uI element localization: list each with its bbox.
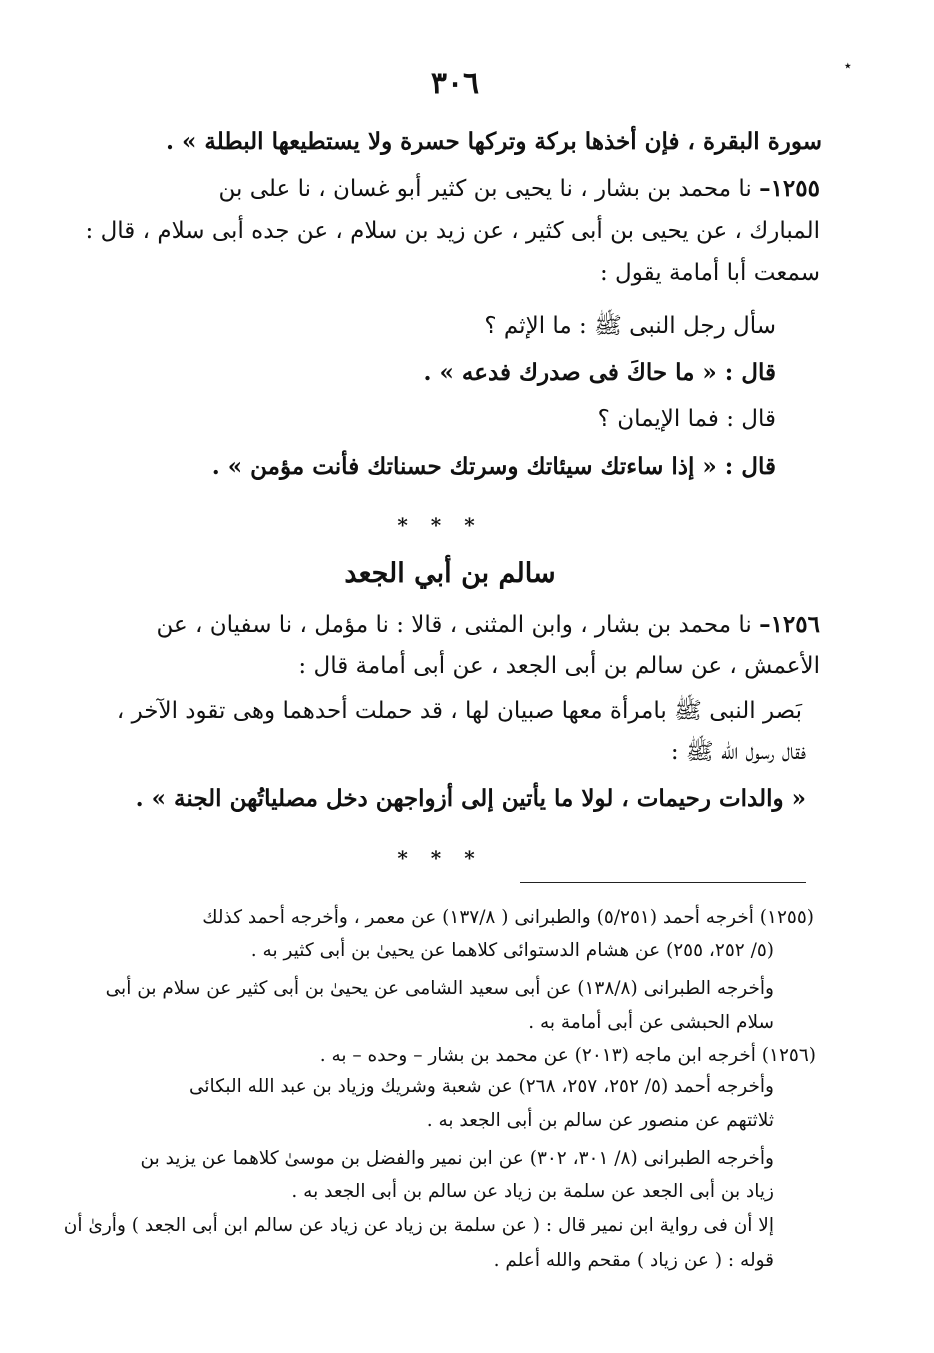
hadith-1256-line-3: بَصر النبى ﷺ بامرأة معها صبيان لها ، قد حملت أحدهما وهى تقود الآخر ،: [116, 698, 802, 724]
footnote-line: ثلاثتهم عن منصور عن سالم بن أبى الجعد به .: [426, 1110, 774, 1131]
footnote-line: (١٢٥٥) أخرجه أحمد (٥/٢٥١) والطبرانى ( ١٣٧/٨) عن معمر ، وأخرجه أحمد كذلك: [202, 907, 814, 928]
hadith-1256-line-1: [156, 611, 820, 640]
answer-2: قال : « إذا ساءتك سيئاتك وسرتك حسناتك فأنت مؤمن » .: [211, 453, 776, 480]
hadith-1255-line-3: سمعت أبا أمامة يقول :: [599, 260, 820, 286]
hadith-1255-line-1: [219, 175, 820, 204]
hadith-1256-line-5: « والدات رحيمات ، لولا ما يأتين إلى أزواجهن دخل مصلياتُهن الجنة » .: [135, 785, 806, 812]
answer-1: قال : « ما حاكَ فى صدرك فدعه » .: [423, 359, 776, 386]
hadith-number: ١٢٥٦–: [759, 611, 820, 638]
hadith-1255-line-2: المبارك ، عن يحيى بن أبى كثير ، عن زيد بن سلام ، عن جده أبى سلام ، قال :: [85, 218, 820, 244]
footnote-line: قوله : ( عن زياد ) مقحم والله أعلم .: [493, 1250, 774, 1271]
question-1: سأل رجل النبى ﷺ : ما الإثم ؟: [484, 313, 776, 339]
footnote-line: إلا أن فى رواية ابن نمير قال : ( عن سلمة بن زياد عن زياد عن سالم ابن أبى الجعد ) وأرىٰ أن: [63, 1215, 774, 1236]
continuation-line: سورة البقرة ، فإن أخذها بركة وتركها حسرة ولا يستطيعها البطلة » .: [166, 128, 822, 155]
question-2: قال : فما الإيمان ؟: [597, 406, 776, 432]
footnote-line: وأخرجه الطبرانى (٨/ ٣٠١، ٣٠٢) عن ابن نمير والفضل بن موسىٰ كلاهما عن يزيد بن: [140, 1148, 774, 1169]
footnote-line: سلام الحبشى عن أبى أمامة به .: [528, 1012, 774, 1033]
footnote-line: زياد بن أبى الجعد عن سلمة بن زياد عن سالم بن أبى الجعد به .: [291, 1181, 774, 1202]
footnote-rule: [520, 882, 806, 883]
footnote-line: (١٢٥٦) أخرجه ابن ماجه (٢٠١٣) عن محمد بن بشار – وحده – به .: [319, 1045, 816, 1066]
footnote-line: (٥/ ٢٥٢، ٢٥٥) عن هشام الدستوائى كلاهما عن يحيىٰ بن أبى كثير به .: [250, 940, 774, 961]
hadith-number: ١٢٥٥–: [759, 175, 820, 202]
section-heading: سالم بن أبي الجعد: [344, 558, 556, 589]
hadith-1256-line-2: الأعمش ، عن سالم بن أبى الجعد ، عن أبى أمامة قال :: [298, 653, 820, 679]
footnote-line: وأخرجه أحمد (٥/ ٢٥٢، ٢٥٧، ٢٦٨) عن شعبة وشريك وزياد بن عبد الله البكائى: [188, 1076, 774, 1097]
hadith-text: نا محمد بن بشار ، وابن المثنى ، قالا : نا مؤمل ، نا سفيان ، عن: [156, 612, 760, 638]
hadith-1256-line-4: فقال رسول الله ﷺ :: [670, 739, 806, 765]
corner-mark: ٭: [844, 58, 852, 74]
section-divider: * * *: [397, 846, 483, 870]
section-divider: * * *: [397, 513, 483, 537]
hadith-text: نا محمد بن بشار ، نا يحيى بن كثير أبو غسان ، نا على بن: [218, 176, 760, 202]
footnote-line: وأخرجه الطبرانى (١٣٨/٨) عن أبى سعيد الشامى عن يحيىٰ بن أبى كثير عن سلام بن أبى: [105, 978, 774, 999]
page-number: ٣٠٦: [430, 66, 480, 101]
